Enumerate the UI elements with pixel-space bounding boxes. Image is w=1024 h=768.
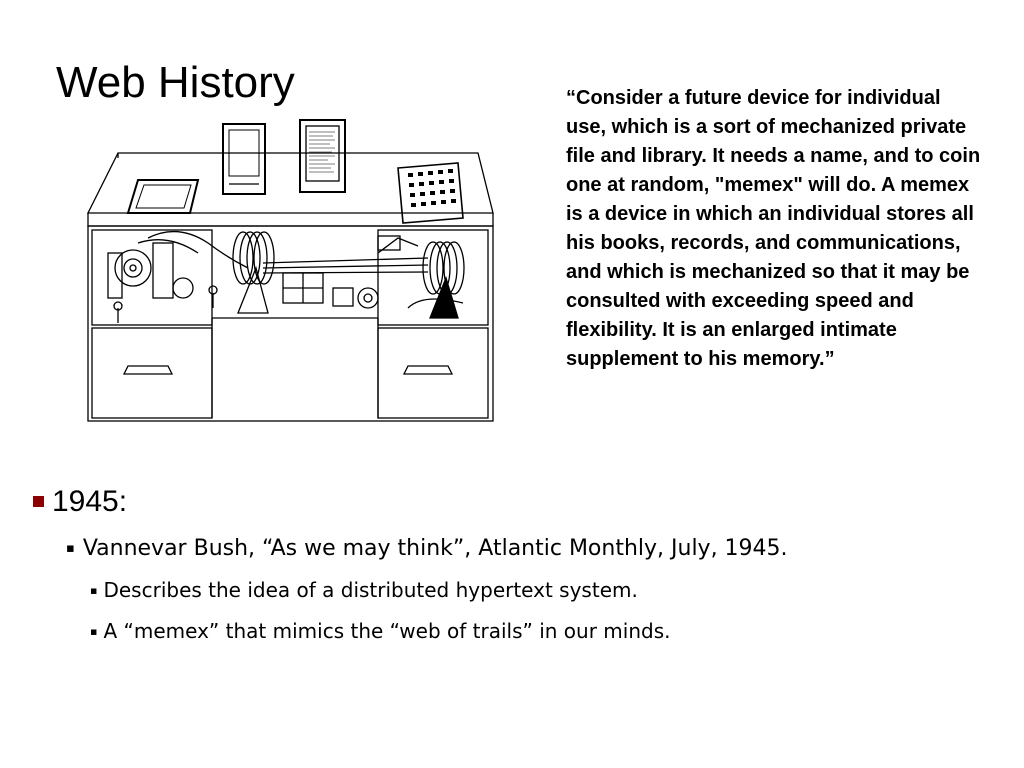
bullet-level3-text: Describes the idea of a distributed hypertext system.: [103, 578, 638, 602]
bullet-level3-item: [90, 619, 671, 643]
bullet-level2-text: Vannevar Bush, “As we may think”, Atlantic Monthly, July, 1945.: [82, 536, 788, 561]
bullet-level3-item: [90, 578, 638, 602]
memex-quote: “Consider a future device for individual use, which is a sort of mechanized private file and library. It needs a name, and to coin one at random, "memex" will do. A memex is a device in which an individual stores all his books, records, and communications, and which is mechanized so that it may be consulted with exceeding speed and flexibility. It is an enlarged intimate supplement to his memory.”: [566, 87, 981, 370]
bullet-level3-text: A “memex” that mimics the “web of trails” in our minds.: [103, 619, 671, 643]
bullet-level1-text: 1945:: [52, 485, 128, 518]
square-bullet-icon: ▪: [90, 584, 98, 597]
slide-title: Web History: [56, 58, 295, 107]
memex-desk-illustration: [78, 118, 498, 423]
bullet-level2: [66, 536, 788, 561]
bullet-level1: [33, 485, 127, 519]
square-bullet-icon: ▪: [90, 625, 98, 638]
square-bullet-icon: [33, 496, 44, 507]
square-bullet-icon: ▪: [66, 541, 75, 556]
